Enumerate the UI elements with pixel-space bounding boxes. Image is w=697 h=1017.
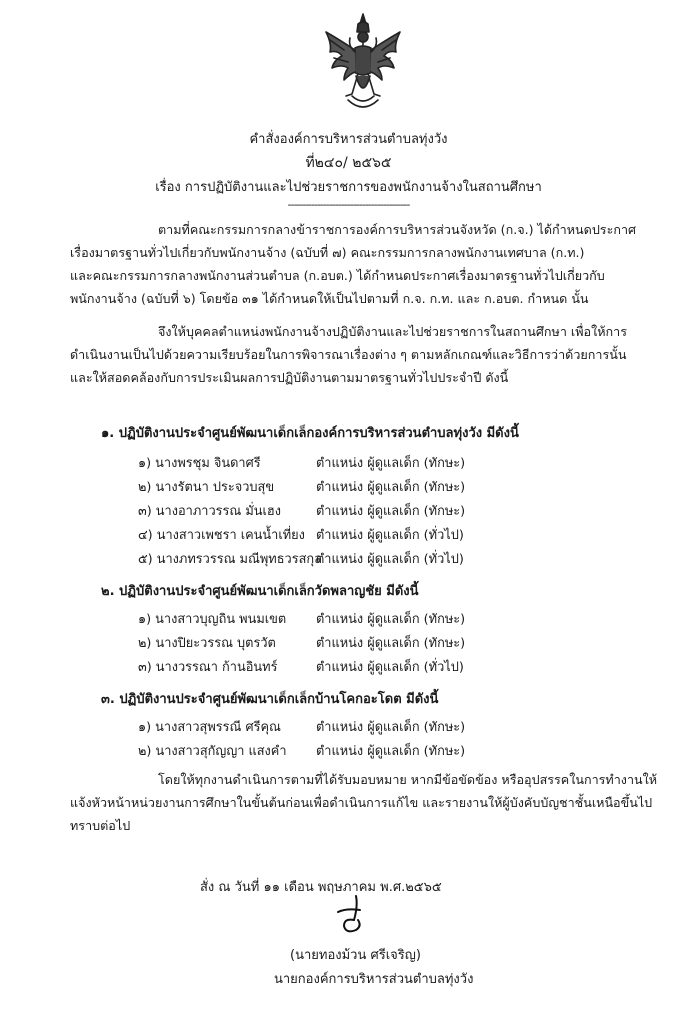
staff-name: ๕) นางภทรวรรณ มณีพุทธวรสกุล <box>138 552 322 567</box>
subject-line: เรื่อง การปฏิบัติงานและไปช่วยราชการของพนักงานจ้างในสถานศึกษา <box>155 180 542 195</box>
staff-name: ๓) นางอาภาวรรณ มั่นเฮง <box>138 504 281 519</box>
staff-name: ๑) นางพรชุม จินดาศรี <box>138 456 261 471</box>
order-paragraph <box>70 320 670 389</box>
closing-line-3: ทราบต่อไป <box>70 818 131 833</box>
section-3-heading: ๓. ปฏิบัติงานประจำศูนย์พัฒนาเด็กเล็กบ้านโคกอะโดต มีดังนี้ <box>101 692 439 707</box>
staff-name: ๒) นางสาวสุกัญญา แสงคำ <box>138 744 287 759</box>
section-2-heading: ๒. ปฏิบัติงานประจำศูนย์พัฒนาเด็กเล็กวัดพลาญชัย มีดังนี้ <box>101 584 419 599</box>
staff-position: ตำแหน่ง ผู้ดูแลเด็ก (ทั่วไป) <box>316 528 464 543</box>
intro-line-1: ตามที่คณะกรรมการกลางข้าราชการองค์การบริหารส่วนจังหวัด (ก.จ.) ได้กำหนดประกาศ <box>158 222 637 237</box>
staff-name: ๔) นางสาวเพชรา เคนน้ำเที่ยง <box>138 528 305 543</box>
signer-name: (นายทองม้วน ศรีเจริญ) <box>290 948 421 963</box>
intro-paragraph <box>70 218 670 310</box>
handwritten-signature <box>330 890 380 945</box>
separator-line: ----------------------------------------- <box>287 198 410 211</box>
staff-position: ตำแหน่ง ผู้ดูแลเด็ก (ทั่วไป) <box>316 660 464 675</box>
order-date: สั่ง ณ วันที่ ๑๑ เดือน พฤษภาคม พ.ศ.๒๕๖๕ <box>200 880 442 895</box>
staff-name: ๒) นางปิยะวรรณ บุตรวัต <box>138 636 276 651</box>
staff-name: ๓) นางวรรณา ก้านอินทร์ <box>138 660 278 675</box>
order-line-3: และให้สอดคล้องกับการประเมินผลการปฏิบัติงานตามมาตรฐานทั่วไปประจำปี ดังนี้ <box>70 370 509 385</box>
signer-title: นายกองค์การบริหารส่วนตำบลทุ่งวัง <box>274 972 474 987</box>
closing-line-1: โดยให้ทุกงานดำเนินการตามที่ได้รับมอบหมาย หากมีข้อขัดข้อง หรืออุปสรรคในการทำงานให้ <box>158 772 658 787</box>
intro-line-4: พนักงานจ้าง (ฉบับที่ ๖) โดยข้อ ๓๑ ได้กำหนดให้เป็นไปตามที่ ก.จ. ก.ท. และ ก.อบต. กำหนด นั้น <box>70 291 589 306</box>
closing-line-2: แจ้งหัวหน้าหน่วยงานการศึกษาในขั้นต้นก่อนเพื่อดำเนินการแก้ไข และรายงานให้ผู้บังคับบัญชาชั้นเหนือขึ้นไป <box>70 795 653 810</box>
intro-line-2: เรื่องมาตรฐานทั่วไปเกี่ยวกับพนักงานจ้าง (ฉบับที่ ๗) คณะกรรมการกลางพนักงานเทศบาล (ก.ท.) <box>70 245 585 260</box>
section-1-heading: ๑. ปฏิบัติงานประจำศูนย์พัฒนาเด็กเล็กองค์การบริหารส่วนตำบลทุ่งวัง มีดังนี้ <box>101 426 519 441</box>
staff-position: ตำแหน่ง ผู้ดูแลเด็ก (ทักษะ) <box>316 612 466 627</box>
staff-position: ตำแหน่ง ผู้ดูแลเด็ก (ทั่วไป) <box>316 552 464 567</box>
staff-position: ตำแหน่ง ผู้ดูแลเด็ก (ทักษะ) <box>316 480 466 495</box>
staff-position: ตำแหน่ง ผู้ดูแลเด็ก (ทักษะ) <box>316 504 466 519</box>
order-number: ที่๒๔๐/ ๒๕๖๕ <box>305 155 392 171</box>
garuda-emblem-icon <box>318 10 408 120</box>
staff-name: ๑) นางสาวบุญถิน พนมเขต <box>138 612 287 627</box>
staff-position: ตำแหน่ง ผู้ดูแลเด็ก (ทักษะ) <box>316 636 466 651</box>
order-line-2: ดำเนินงานเป็นไปด้วยความเรียบร้อยในการพิจารณาเรื่องต่าง ๆ ตามหลักเกณฑ์และวิธีการว่าด้วยการนั้น <box>70 347 627 362</box>
intro-line-3: และคณะกรรมการกลางพนักงานส่วนตำบล (ก.อบต.) ได้กำหนดประกาศเรื่องมาตรฐานทั่วไปเกี่ยวกับ <box>70 268 605 283</box>
issuer-title: คำสั่งองค์การบริหารส่วนตำบลทุ่งวัง <box>249 132 448 147</box>
staff-position: ตำแหน่ง ผู้ดูแลเด็ก (ทักษะ) <box>316 456 466 471</box>
staff-position: ตำแหน่ง ผู้ดูแลเด็ก (ทักษะ) <box>316 720 466 735</box>
closing-paragraph <box>70 768 670 837</box>
order-line-1: จึงให้บุคคลตำแหน่งพนักงานจ้างปฏิบัติงานและไปช่วยราชการในสถานศึกษา เพื่อให้การ <box>158 324 627 339</box>
staff-name: ๒) นางรัตนา ประจวบสุข <box>138 480 275 495</box>
staff-name: ๑) นางสาวสุพรรณี ศรีคุณ <box>138 720 281 735</box>
staff-position: ตำแหน่ง ผู้ดูแลเด็ก (ทักษะ) <box>316 744 466 759</box>
